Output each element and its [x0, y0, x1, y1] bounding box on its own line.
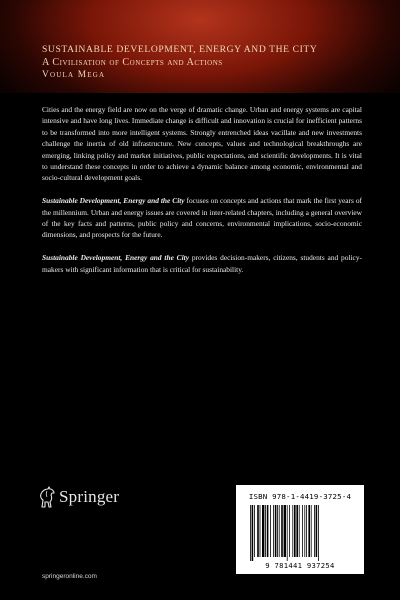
- barcode-bar: [311, 505, 312, 557]
- barcode-digits: 9 781441 937254: [265, 561, 335, 570]
- barcode-bar: [304, 505, 305, 557]
- publisher-logo: [38, 485, 119, 509]
- barcode-bar: [296, 505, 298, 557]
- barcode-bar: [279, 505, 280, 557]
- blurb-paragraph-2-text: focuses on concepts and actions that mark the first years of the millennium. Urban and energy issues are covered in inter-related chapters, including a general overview of the key facts and patterns, public policy and concerns, environmental implications, socio-economic dimensions, and prospects for the future.: [42, 196, 362, 240]
- barcode-bar: [270, 505, 271, 557]
- barcode-bar: [275, 505, 277, 557]
- barcode-bar: [289, 505, 290, 557]
- springer-horse-icon: [38, 486, 56, 508]
- barcode-bar: [252, 505, 254, 561]
- isbn-barcode: [236, 485, 364, 574]
- barcode-bar: [250, 505, 251, 561]
- barcode-bars: [250, 505, 350, 561]
- barcode-bar: [254, 505, 255, 557]
- barcode-bar: [292, 505, 293, 557]
- barcode-bar: [257, 505, 259, 557]
- blurb-paragraph-2: [42, 195, 362, 241]
- blurb-paragraph-3: [42, 252, 362, 275]
- barcode-bar: [308, 505, 310, 557]
- barcode-bar: [277, 505, 278, 557]
- barcode-bar: [265, 505, 266, 557]
- publisher-website: springeronline.com: [42, 573, 97, 580]
- blurb-paragraph-3-text: provides decision-makers, citizens, students and policy-makers with significant information that is critical for sustainability.: [42, 253, 362, 274]
- book-subtitle: A Civilisation of Concepts and Actions: [42, 57, 223, 68]
- header-band: [0, 0, 400, 93]
- barcode-bar: [267, 505, 269, 557]
- blurb-text: [42, 104, 362, 286]
- barcode-bar: [273, 505, 274, 557]
- barcode-bar: [287, 505, 288, 561]
- book-title-inline: Sustainable Development, Energy and the City: [42, 253, 189, 263]
- barcode-bar: [262, 505, 264, 557]
- barcode-bar: [302, 505, 303, 557]
- series-title: SUSTAINABLE DEVELOPMENT, ENERGY AND THE CITY: [42, 44, 318, 55]
- barcode-bar: [306, 505, 307, 557]
- barcode-bar: [314, 505, 315, 557]
- isbn-label: ISBN 978-1-4419-3725-4: [248, 492, 352, 501]
- blurb-paragraph-1: Cities and the energy field are now on the verge of dramatic change. Urban and energy systems are capital intensive and have long lives. Immediate change is difficult and innovation is crucial for inefficient patterns to be transformed into more intelligent systems. Strongly entrenched ideas vacillate and new investments challenge the inertia of old infrastructure. New concepts, values and technological breakthroughs are emerging, linking policy and market initiatives, public expectations, and scientific developments. It is vital to understand these concepts in order to achieve a dynamic balance among economic, environmental and socio-cultural development goals.: [42, 105, 362, 183]
- barcode-bar: [318, 505, 319, 561]
- book-title-inline: Sustainable Development, Energy and the City: [42, 196, 185, 206]
- barcode-bar: [299, 505, 300, 557]
- barcode-bar: [260, 505, 261, 557]
- barcode-bar: [294, 505, 296, 557]
- author-name: Voula Mega: [42, 70, 106, 80]
- barcode-bar: [316, 505, 318, 557]
- publisher-name: Springer: [59, 487, 120, 506]
- barcode-bar: [281, 505, 283, 557]
- barcode-bar: [284, 505, 286, 557]
